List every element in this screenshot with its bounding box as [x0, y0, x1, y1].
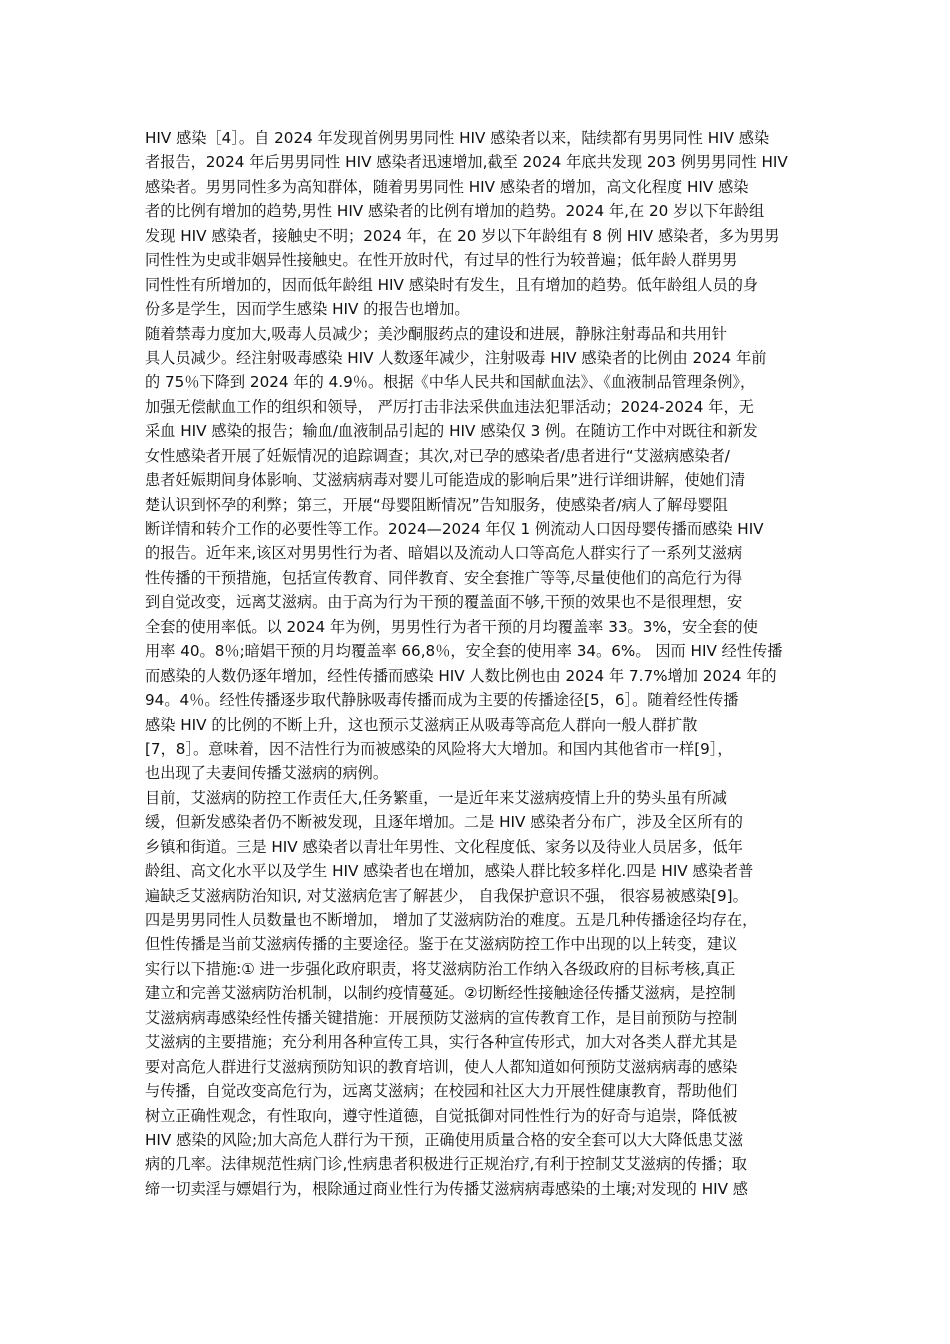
- text-line: 实行以下措施:① 进一步强化政府职责，将艾滋病防治工作纳入各级政府的目标考核,真正: [145, 959, 736, 978]
- text-line: 具人员减少。经注射吸毒感染 HIV 人数逐年减少，注射吸毒 HIV 感染者的比例由 2024 年前: [145, 348, 767, 367]
- text-line: 感染者。男男同性多为高知群体，随着男男同性 HIV 感染者的增加，高文化程度 HIV 感染: [145, 177, 749, 196]
- text-line: 遍缺乏艾滋病防治知识, 对艾滋病危害了解甚少， 自我保护意识不强， 很容易被感染[9]。: [145, 886, 748, 905]
- text-line: 者报告，2024 年后男男同性 HIV 感染者迅速增加,截至 2024 年底共发现 203 例男男同性 HIV: [145, 153, 788, 172]
- text-line: 患者妊娠期间身体影响、艾滋病病毒对婴儿可能造成的影响后果”进行详细讲解，使她们清: [145, 471, 746, 490]
- text-line: 断详情和转介工作的必要性等工作。2024—2024 年仅 1 例流动人口因母婴传播而感染 HIV: [145, 520, 764, 538]
- paragraph: [145, 322, 809, 786]
- text-line: 缔一切卖淫与嫖娼行为，根除通过商业性行为传播艾滋病病毒感染的土壤;对发现的 HIV 感: [145, 1179, 748, 1198]
- paragraph: [145, 786, 809, 1201]
- text-line: 而感染的人数仍逐年增加，经性传播而感染 HIV 人数比例也由 2024 年 7.7%增加 2024 年的: [145, 666, 777, 685]
- text-line: 性传播的干预措施，包括宣传教育、同伴教育、安全套推广等等,尽量使他们的高危行为得: [145, 568, 743, 587]
- text-line: 随着禁毒力度加大,吸毒人员减少；美沙酮服药点的建设和进展，静脉注射毒品和共用针: [145, 324, 727, 343]
- text-line: 楚认识到怀孕的利弊；第三，开展“母婴阻断情况”告知服务，使感染者/病人了解母婴阻: [145, 495, 728, 514]
- paragraph: [145, 126, 809, 322]
- text-line: 同性性有所增加的，因而低年龄组 HIV 感染时有发生，且有增加的趋势。低年龄组人员的身: [145, 275, 759, 294]
- text-line: 者的比例有增加的趋势,男性 HIV 感染者的比例有增加的趋势。2024 年,在 20 岁以下年龄组: [145, 202, 765, 221]
- text-line: 乡镇和街道。三是 HIV 感染者以青壮年男性、文化程度低、家务以及待业人员居多，低年: [145, 837, 743, 856]
- text-line: 艾滋病的主要措施；充分利用各种宣传工具，实行各种宣传形式，加大对各类人群尤其是: [145, 1033, 738, 1052]
- text-line: 采血 HIV 感染的报告；输血/血液制品引起的 HIV 感染仅 3 例。在随访工作中对既往和新发: [145, 422, 758, 441]
- text-line: HIV 感染的风险;加大高危人群行为干预，正确使用质量合格的安全套可以大大降低患艾滋: [145, 1130, 744, 1149]
- text-line: 病的几率。法律规范性病门诊,性病患者积极进行正规治疗,有利于控制艾艾滋病的传播；取: [145, 1155, 747, 1174]
- text-line: 与传播，自觉改变高危行为，远离艾滋病；在校园和社区大力开展性健康教育，帮助他们: [145, 1082, 738, 1101]
- text-line: 到自觉改变，远离艾滋病。由于高为行为干预的覆盖面不够,干预的效果也不是很理想，安: [145, 593, 743, 612]
- document-body: [145, 126, 809, 1201]
- text-line: 但性传播是当前艾滋病传播的主要途径。鉴于在艾滋病防控工作中出现的以上转变，建议: [145, 935, 738, 954]
- text-line: 的 75％下降到 2024 年的 4.9％。根据《中华人民共和国献血法》、《血液制品管理条例》，: [145, 373, 756, 392]
- text-line: 全套的使用率低。以 2024 年为例，男男性行为者干预的月均覆盖率 33。3%，安全套的使: [145, 617, 758, 636]
- text-line: 目前，艾滋病的防控工作责任大,任务繁重，一是近年来艾滋病疫情上升的势头虽有所减: [145, 788, 727, 807]
- text-line: 同性性为史或非姻异性接触史。在性开放时代，有过早的性行为较普遍；低年龄人群男男: [145, 251, 738, 270]
- text-line: [7，8］。意味着，因不洁性行为而被感染的风险将大大增加。和国内其他省市一样[9］，: [145, 739, 733, 758]
- text-line: 的报告。近年来,该区对男男性行为者、暗娼以及流动人口等高危人群实行了一系列艾滋病: [145, 544, 743, 563]
- text-line: HIV 感染［4］。自 2024 年发现首例男男同性 HIV 感染者以来，陆续都有男男同性 HIV 感染: [145, 129, 770, 147]
- text-line: 份多是学生，因而学生感染 HIV 的报告也增加。: [145, 300, 470, 319]
- text-line: 建立和完善艾滋病防治机制，以制约疫情蔓延。②切断经性接触途径传播艾滋病，是控制: [145, 984, 736, 1003]
- text-line: 艾滋病病毒感染经性传播关键措施：开展预防艾滋病的宣传教育工作，是目前预防与控制: [145, 1008, 738, 1027]
- text-line: 四是男男同性人员数量也不断增加， 增加了艾滋病防治的难度。五是几种传播途径均存在，: [145, 911, 758, 929]
- text-line: 94。4％。经性传播逐步取代静脉吸毒传播而成为主要的传播途径[5，6］。随着经性传播: [145, 691, 739, 710]
- text-line: 发现 HIV 感染者，接触史不明；2024 年，在 20 岁以下年龄组有 8 例 HIV 感染者，多为男男: [145, 226, 780, 245]
- text-line: 树立正确性观念，有性取向，遵守性道德，自觉抵御对同性性行为的好奇与追崇，降低被: [145, 1106, 738, 1125]
- text-line: 用率 40。8％;暗娼干预的月均覆盖率 66,8％，安全套的使用率 34。6%。 因而 HIV 经性传播: [145, 642, 783, 661]
- text-line: 要对高危人群进行艾滋病预防知识的教育培训，使人人都知道如何预防艾滋病病毒的感染: [145, 1057, 738, 1076]
- text-line: 缓，但新发感染者仍不断被发现，且逐年增加。二是 HIV 感染者分布广，涉及全区所有的: [145, 813, 743, 832]
- text-line: 龄组、高文化水平以及学生 HIV 感染者也在增加，感染人群比较多样化.四是 HIV 感染者普: [145, 862, 754, 881]
- text-line: 感染 HIV 的比例的不断上升，这也预示艾滋病正从吸毒等高危人群向一般人群扩散: [145, 715, 698, 734]
- text-line: 加强无偿献血工作的组织和领导， 严厉打击非法采供血违法犯罪活动；2024-2024 年，无: [145, 397, 754, 416]
- text-line: 女性感染者开展了妊娠情况的追踪调查；其次,对已孕的感染者/患者进行“艾滋病感染者/: [145, 446, 730, 465]
- text-line: 也出现了夫妻间传播艾滋病的病例。: [145, 764, 388, 783]
